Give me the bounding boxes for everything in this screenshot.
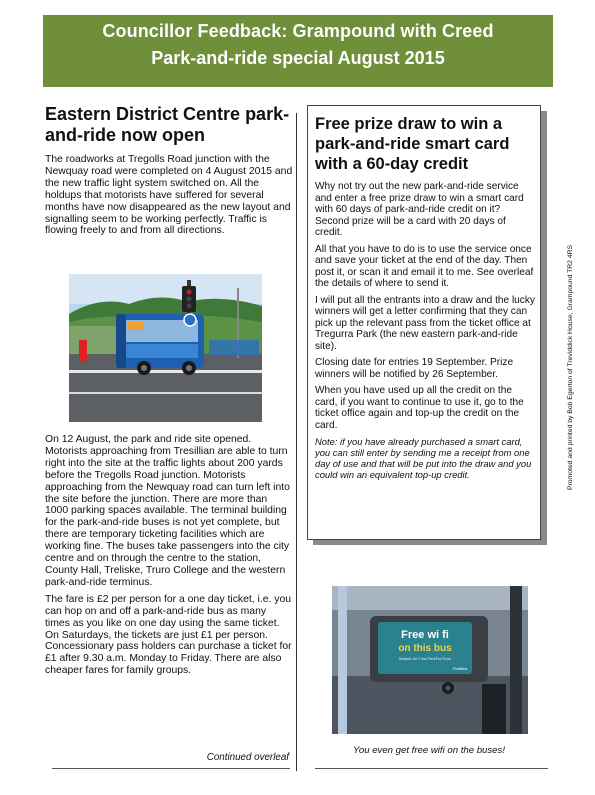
prize-headline: Free prize draw to win a park-and-ride smart card with a 60-day credit [315,115,510,173]
prize-paragraph-2: All that you have to do is to use the service once and save your ticket at the end of the day. Then post it, or scan it and email it to me. See overleaf the details of where to send it. [315,243,534,289]
imprint-credit [567,220,579,490]
prize-paragraph-4: Closing date for entries 19 September. Prize winners will be notified by 26 September. [315,357,514,380]
masthead-title: Councillor Feedback: Grampound with Creed [102,21,494,41]
wifi-screen-line1: Free wi fi [401,629,449,641]
masthead-subtitle: Park-and-ride special August 2015 [151,48,445,68]
bottom-rule-left [52,768,290,769]
imprint-text: Promoted and printed by Bob Egerton of Treviddick House, Grampound TR2 4RS [567,244,574,490]
left-column [45,104,293,677]
prize-paragraph-3: I will put all the entrants into a draw and the lucky winners will get a letter confirming that they can pick up the relevant pass from the ticket office at Tregurra Park (the new eastern park-and-ride site). [315,294,535,352]
article-paragraph-1: The roadworks at Tregolls Road junction with the Newquay road were completed on 4 August 2015 and the new traffic light system switched on. All the holdups that motorists have suffered for several months have now disappeared as the new layout and signalling seem to be working perfectly. Traffic is flowing freely to and from all directions. [45,154,293,237]
bus-photo [69,274,262,422]
column-divider [296,113,297,771]
prize-note: Note: if you have already purchased a smart card, you can still enter by sending me a receipt from one day of use and that will be put into the draw and you could win an equivalent top-up credit. [315,436,532,480]
wifi-caption: You even get free wifi on the buses! [352,745,505,756]
article-lower [45,434,293,682]
wifi-screen-line2: on this bus [398,643,452,654]
bottom-rule-right [315,768,548,769]
prize-draw-box [307,105,541,540]
masthead [43,15,553,87]
prize-paragraph-1: Why not try out the new park-and-ride service and enter a free prize draw to win a smart card with 60 days of park-and-ride credit on it? Second prize will be a card with 20 days of credit. [315,181,524,238]
prize-paragraph-5: When you have used up all the credit on the card, if you want to continue to use it, go to the ticket office again and top-up the credit on the card. [315,385,524,431]
continued-overleaf: Continued overleaf [206,752,289,763]
article-paragraph-2: On 12 August, the park and ride site opened. Motorists approaching from Tresillian are able to turn right into the site at the traffic lights about 200 yards before the Tregolls Road junction. Motorists approaching from the Newquay road can turn left into the site before the junction. There are more than 1000 parking spaces available. The terminal building for the park-and-ride buses is not yet complete, but there are temporary ticketing facilities which are working fine. The buses take passengers into the city centre and on through the centre to the station, County Hall, Treliske, Truro College and the western park-and-ride terminus. [45,434,290,588]
article-paragraph-3: The fare is £2 per person for a one day ticket, i.e. you can hop on and off a park-and-ride bus as many times as you like on one day using the same ticket. On Saturdays, the tickets are just £1 per person. Concessionary pass holders can purchase a ticket for £1 after 9.30 a.m. Monday to Friday. There are also cheaper fares for family groups. [45,593,292,677]
wifi-screen-line3: Search for First-ParkForTruro [398,656,452,661]
wifi-screen-brand: FirstBus [452,666,468,671]
article-headline: Eastern District Centre park-and-ride now open [45,104,290,145]
wifi-photo [332,586,528,734]
